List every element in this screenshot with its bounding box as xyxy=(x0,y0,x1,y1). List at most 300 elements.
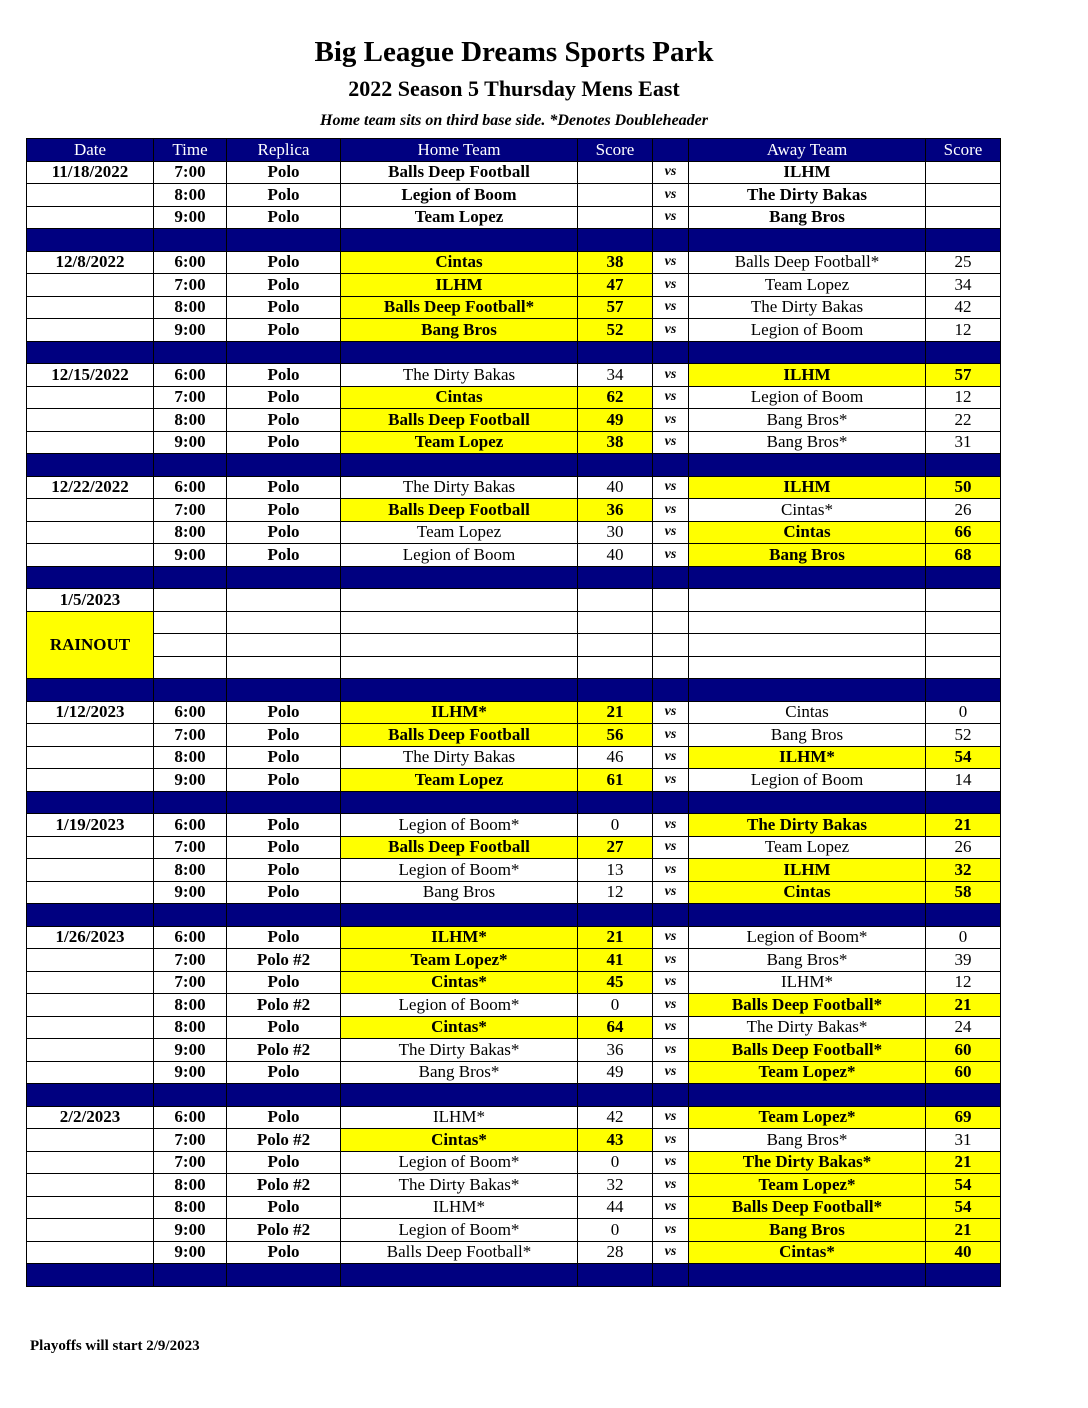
away-team-cell: Balls Deep Football* xyxy=(689,1039,926,1062)
separator-cell xyxy=(926,229,1001,252)
date-cell: 1/5/2023 xyxy=(27,589,154,612)
date-cell xyxy=(27,836,154,859)
home-score-cell: 41 xyxy=(578,949,653,972)
table-row xyxy=(27,1174,1001,1197)
table-row xyxy=(27,971,1001,994)
empty-cell xyxy=(154,589,227,612)
home-team-cell: Team Lopez xyxy=(341,431,578,454)
home-score-cell: 36 xyxy=(578,1039,653,1062)
date-cell xyxy=(27,544,154,567)
time-cell: 7:00 xyxy=(154,161,227,184)
time-cell: 6:00 xyxy=(154,476,227,499)
table-row xyxy=(27,881,1001,904)
separator-cell xyxy=(154,341,227,364)
separator-cell xyxy=(578,904,653,927)
away-score-cell: 12 xyxy=(926,386,1001,409)
empty-cell xyxy=(578,656,653,679)
away-team-cell: Bang Bros xyxy=(689,1219,926,1242)
separator-cell xyxy=(653,1084,689,1107)
home-team-cell: Balls Deep Football xyxy=(341,499,578,522)
away-score-cell: 26 xyxy=(926,836,1001,859)
away-score-cell: 26 xyxy=(926,499,1001,522)
away-team-cell: Team Lopez* xyxy=(689,1061,926,1084)
date-cell: 12/8/2022 xyxy=(27,251,154,274)
away-team-cell: The Dirty Bakas* xyxy=(689,1151,926,1174)
vs-cell: vs xyxy=(653,274,689,297)
time-cell: 9:00 xyxy=(154,1061,227,1084)
separator-cell xyxy=(341,904,578,927)
away-score-cell: 21 xyxy=(926,1151,1001,1174)
date-cell: 1/12/2023 xyxy=(27,701,154,724)
separator-cell xyxy=(227,1264,341,1287)
away-team-cell: Balls Deep Football* xyxy=(689,251,926,274)
separator-cell xyxy=(578,341,653,364)
week-separator-row xyxy=(27,791,1001,814)
date-cell: 11/18/2022 xyxy=(27,161,154,184)
col-header-date: Date xyxy=(27,139,154,162)
vs-cell: vs xyxy=(653,476,689,499)
replica-cell: Polo xyxy=(227,296,341,319)
away-team-cell: Bang Bros xyxy=(689,544,926,567)
home-team-cell: Legion of Boom* xyxy=(341,1151,578,1174)
separator-cell xyxy=(341,1264,578,1287)
away-team-cell: ILHM* xyxy=(689,971,926,994)
rainout-row xyxy=(27,589,1001,612)
replica-cell: Polo xyxy=(227,859,341,882)
table-row xyxy=(27,836,1001,859)
separator-cell xyxy=(926,566,1001,589)
week-separator-row xyxy=(27,1084,1001,1107)
replica-cell: Polo xyxy=(227,431,341,454)
time-cell: 8:00 xyxy=(154,409,227,432)
date-cell xyxy=(27,274,154,297)
separator-cell xyxy=(926,679,1001,702)
replica-cell: Polo xyxy=(227,1016,341,1039)
vs-cell: vs xyxy=(653,1039,689,1062)
table-row xyxy=(27,1061,1001,1084)
home-team-cell: Balls Deep Football xyxy=(341,409,578,432)
empty-cell xyxy=(341,656,578,679)
date-cell xyxy=(27,431,154,454)
date-cell xyxy=(27,746,154,769)
rainout-row xyxy=(27,611,1001,634)
table-row xyxy=(27,319,1001,342)
table-row xyxy=(27,1241,1001,1264)
home-score-cell: 0 xyxy=(578,814,653,837)
home-score-cell: 36 xyxy=(578,499,653,522)
separator-cell xyxy=(689,454,926,477)
home-team-cell: ILHM xyxy=(341,274,578,297)
vs-cell: vs xyxy=(653,746,689,769)
week-separator-row xyxy=(27,904,1001,927)
home-score-cell: 62 xyxy=(578,386,653,409)
separator-cell xyxy=(27,791,154,814)
separator-cell xyxy=(926,904,1001,927)
time-cell: 8:00 xyxy=(154,296,227,319)
replica-cell: Polo xyxy=(227,1061,341,1084)
away-score-cell: 39 xyxy=(926,949,1001,972)
date-cell xyxy=(27,1016,154,1039)
empty-cell xyxy=(154,656,227,679)
away-team-cell: The Dirty Bakas* xyxy=(689,1016,926,1039)
time-cell: 7:00 xyxy=(154,724,227,747)
separator-cell xyxy=(154,1084,227,1107)
home-team-cell: Legion of Boom xyxy=(341,184,578,207)
vs-cell: vs xyxy=(653,701,689,724)
separator-cell xyxy=(154,454,227,477)
home-score-cell: 38 xyxy=(578,251,653,274)
col-header-replica: Replica xyxy=(227,139,341,162)
time-cell: 7:00 xyxy=(154,499,227,522)
date-cell xyxy=(27,994,154,1017)
time-cell: 9:00 xyxy=(154,431,227,454)
table-row xyxy=(27,184,1001,207)
separator-cell xyxy=(926,791,1001,814)
vs-cell: vs xyxy=(653,769,689,792)
date-cell xyxy=(27,949,154,972)
table-row xyxy=(27,926,1001,949)
separator-cell xyxy=(578,454,653,477)
separator-cell xyxy=(27,1084,154,1107)
away-score-cell: 24 xyxy=(926,1016,1001,1039)
col-header-home-score: Score xyxy=(578,139,653,162)
time-cell: 8:00 xyxy=(154,521,227,544)
away-team-cell: ILHM xyxy=(689,476,926,499)
away-score-cell: 25 xyxy=(926,251,1001,274)
empty-cell xyxy=(227,634,341,657)
away-score-cell: 60 xyxy=(926,1061,1001,1084)
date-cell: 1/19/2023 xyxy=(27,814,154,837)
vs-cell: vs xyxy=(653,544,689,567)
home-team-cell: ILHM* xyxy=(341,701,578,724)
date-cell xyxy=(27,971,154,994)
separator-cell xyxy=(27,229,154,252)
empty-cell xyxy=(154,634,227,657)
away-score-cell: 69 xyxy=(926,1106,1001,1129)
time-cell: 9:00 xyxy=(154,544,227,567)
replica-cell: Polo #2 xyxy=(227,949,341,972)
separator-cell xyxy=(926,1264,1001,1287)
separator-cell xyxy=(689,1084,926,1107)
separator-cell xyxy=(926,454,1001,477)
replica-cell: Polo xyxy=(227,364,341,387)
time-cell: 9:00 xyxy=(154,319,227,342)
separator-cell xyxy=(578,1264,653,1287)
time-cell: 9:00 xyxy=(154,1241,227,1264)
table-row xyxy=(27,476,1001,499)
away-score-cell: 14 xyxy=(926,769,1001,792)
away-score-cell: 68 xyxy=(926,544,1001,567)
separator-cell xyxy=(578,566,653,589)
away-score-cell: 60 xyxy=(926,1039,1001,1062)
time-cell: 8:00 xyxy=(154,1174,227,1197)
table-row xyxy=(27,949,1001,972)
vs-cell: vs xyxy=(653,206,689,229)
empty-cell xyxy=(653,656,689,679)
table-row xyxy=(27,746,1001,769)
away-team-cell: Legion of Boom* xyxy=(689,926,926,949)
away-score-cell: 57 xyxy=(926,364,1001,387)
replica-cell: Polo xyxy=(227,769,341,792)
week-separator-row xyxy=(27,341,1001,364)
home-score-cell: 30 xyxy=(578,521,653,544)
rainout-row xyxy=(27,634,1001,657)
home-score-cell: 49 xyxy=(578,1061,653,1084)
replica-cell: Polo xyxy=(227,499,341,522)
home-team-cell: Team Lopez xyxy=(341,521,578,544)
replica-cell: Polo xyxy=(227,386,341,409)
empty-cell xyxy=(227,611,341,634)
home-score-cell: 43 xyxy=(578,1129,653,1152)
away-score-cell: 34 xyxy=(926,274,1001,297)
vs-cell: vs xyxy=(653,1061,689,1084)
date-cell xyxy=(27,881,154,904)
empty-cell xyxy=(926,611,1001,634)
separator-cell xyxy=(653,679,689,702)
table-row xyxy=(27,409,1001,432)
away-team-cell: Legion of Boom xyxy=(689,769,926,792)
home-team-cell: The Dirty Bakas xyxy=(341,364,578,387)
separator-cell xyxy=(689,679,926,702)
table-row xyxy=(27,814,1001,837)
away-team-cell: Bang Bros* xyxy=(689,431,926,454)
table-row xyxy=(27,296,1001,319)
vs-cell: vs xyxy=(653,319,689,342)
home-team-cell: The Dirty Bakas xyxy=(341,476,578,499)
replica-cell: Polo xyxy=(227,476,341,499)
away-score-cell: 12 xyxy=(926,971,1001,994)
away-score-cell xyxy=(926,161,1001,184)
table-row xyxy=(27,364,1001,387)
home-team-cell: Legion of Boom* xyxy=(341,994,578,1017)
time-cell: 8:00 xyxy=(154,1196,227,1219)
week-separator-row xyxy=(27,566,1001,589)
table-row xyxy=(27,1151,1001,1174)
replica-cell: Polo xyxy=(227,1241,341,1264)
away-team-cell: ILHM* xyxy=(689,746,926,769)
home-team-cell: Bang Bros xyxy=(341,881,578,904)
table-row xyxy=(27,206,1001,229)
vs-cell: vs xyxy=(653,724,689,747)
vs-cell: vs xyxy=(653,881,689,904)
separator-cell xyxy=(341,679,578,702)
separator-cell xyxy=(578,791,653,814)
away-score-cell: 54 xyxy=(926,1174,1001,1197)
replica-cell: Polo xyxy=(227,971,341,994)
replica-cell: Polo #2 xyxy=(227,994,341,1017)
date-cell xyxy=(27,319,154,342)
date-cell xyxy=(27,1061,154,1084)
empty-cell xyxy=(578,634,653,657)
replica-cell: Polo xyxy=(227,161,341,184)
vs-cell: vs xyxy=(653,296,689,319)
home-score-cell: 64 xyxy=(578,1016,653,1039)
home-team-cell: Cintas* xyxy=(341,1016,578,1039)
date-cell: 12/22/2022 xyxy=(27,476,154,499)
separator-cell xyxy=(227,904,341,927)
vs-cell: vs xyxy=(653,499,689,522)
replica-cell: Polo #2 xyxy=(227,1129,341,1152)
away-team-cell: Bang Bros* xyxy=(689,949,926,972)
replica-cell: Polo xyxy=(227,274,341,297)
away-score-cell: 21 xyxy=(926,994,1001,1017)
away-team-cell: ILHM xyxy=(689,161,926,184)
replica-cell: Polo xyxy=(227,926,341,949)
separator-cell xyxy=(578,229,653,252)
home-team-cell: The Dirty Bakas xyxy=(341,746,578,769)
vs-cell: vs xyxy=(653,971,689,994)
home-score-cell: 0 xyxy=(578,994,653,1017)
time-cell: 9:00 xyxy=(154,206,227,229)
home-team-cell: Cintas* xyxy=(341,971,578,994)
away-score-cell xyxy=(926,184,1001,207)
table-row xyxy=(27,1039,1001,1062)
replica-cell: Polo xyxy=(227,409,341,432)
home-team-cell: Cintas xyxy=(341,386,578,409)
schedule-note: Home team sits on third base side. *Denotes Doubleheader xyxy=(320,112,708,129)
rainout-row xyxy=(27,656,1001,679)
col-header-time: Time xyxy=(154,139,227,162)
separator-cell xyxy=(689,566,926,589)
replica-cell: Polo xyxy=(227,544,341,567)
time-cell: 9:00 xyxy=(154,1039,227,1062)
time-cell: 9:00 xyxy=(154,769,227,792)
separator-cell xyxy=(653,454,689,477)
table-row xyxy=(27,161,1001,184)
replica-cell: Polo xyxy=(227,206,341,229)
replica-cell: Polo xyxy=(227,1106,341,1129)
separator-cell xyxy=(341,229,578,252)
time-cell: 7:00 xyxy=(154,971,227,994)
replica-cell: Polo #2 xyxy=(227,1219,341,1242)
away-team-cell: Team Lopez xyxy=(689,274,926,297)
time-cell: 6:00 xyxy=(154,926,227,949)
home-team-cell: Balls Deep Football xyxy=(341,724,578,747)
table-row xyxy=(27,431,1001,454)
away-score-cell: 52 xyxy=(926,724,1001,747)
home-team-cell: Balls Deep Football xyxy=(341,836,578,859)
home-team-cell: Legion of Boom xyxy=(341,544,578,567)
home-score-cell xyxy=(578,184,653,207)
home-score-cell: 28 xyxy=(578,1241,653,1264)
col-header-vs xyxy=(653,139,689,162)
away-team-cell: Cintas xyxy=(689,521,926,544)
table-row xyxy=(27,994,1001,1017)
replica-cell: Polo xyxy=(227,746,341,769)
empty-cell xyxy=(653,611,689,634)
separator-cell xyxy=(653,1264,689,1287)
home-score-cell: 52 xyxy=(578,319,653,342)
separator-cell xyxy=(341,454,578,477)
date-cell xyxy=(27,769,154,792)
rainout-label: RAINOUT xyxy=(27,611,154,679)
date-cell xyxy=(27,1151,154,1174)
vs-cell: vs xyxy=(653,184,689,207)
replica-cell: Polo xyxy=(227,836,341,859)
separator-cell xyxy=(653,341,689,364)
time-cell: 7:00 xyxy=(154,1151,227,1174)
separator-cell xyxy=(27,341,154,364)
time-cell: 8:00 xyxy=(154,184,227,207)
separator-cell xyxy=(227,566,341,589)
separator-cell xyxy=(578,679,653,702)
separator-cell xyxy=(689,341,926,364)
empty-cell xyxy=(926,589,1001,612)
time-cell: 6:00 xyxy=(154,814,227,837)
empty-cell xyxy=(341,611,578,634)
time-cell: 7:00 xyxy=(154,949,227,972)
separator-cell xyxy=(154,1264,227,1287)
away-score-cell: 54 xyxy=(926,1196,1001,1219)
home-team-cell: ILHM* xyxy=(341,926,578,949)
time-cell: 6:00 xyxy=(154,701,227,724)
vs-cell: vs xyxy=(653,814,689,837)
separator-cell xyxy=(341,791,578,814)
separator-cell xyxy=(154,791,227,814)
away-team-cell: Bang Bros xyxy=(689,206,926,229)
home-team-cell: Legion of Boom* xyxy=(341,859,578,882)
away-score-cell: 0 xyxy=(926,926,1001,949)
away-score-cell: 21 xyxy=(926,814,1001,837)
separator-cell xyxy=(341,566,578,589)
home-score-cell: 40 xyxy=(578,476,653,499)
home-score-cell: 49 xyxy=(578,409,653,432)
time-cell: 7:00 xyxy=(154,836,227,859)
table-row xyxy=(27,769,1001,792)
empty-cell xyxy=(689,634,926,657)
page-title: Big League Dreams Sports Park xyxy=(314,36,714,68)
vs-cell: vs xyxy=(653,1196,689,1219)
away-team-cell: Cintas xyxy=(689,881,926,904)
separator-cell xyxy=(653,229,689,252)
col-header-away-team: Away Team xyxy=(689,139,926,162)
empty-cell xyxy=(154,611,227,634)
playoffs-note: Playoffs will start 2/9/2023 xyxy=(30,1338,200,1354)
date-cell xyxy=(27,521,154,544)
time-cell: 6:00 xyxy=(154,251,227,274)
vs-cell: vs xyxy=(653,1129,689,1152)
week-separator-row xyxy=(27,1264,1001,1287)
empty-cell xyxy=(926,656,1001,679)
vs-cell: vs xyxy=(653,1016,689,1039)
separator-cell xyxy=(227,1084,341,1107)
time-cell: 7:00 xyxy=(154,1129,227,1152)
separator-cell xyxy=(27,1264,154,1287)
away-score-cell: 12 xyxy=(926,319,1001,342)
away-team-cell: ILHM xyxy=(689,364,926,387)
home-team-cell: Balls Deep Football* xyxy=(341,1241,578,1264)
empty-cell xyxy=(227,589,341,612)
replica-cell: Polo xyxy=(227,701,341,724)
separator-cell xyxy=(154,904,227,927)
vs-cell: vs xyxy=(653,251,689,274)
empty-cell xyxy=(227,656,341,679)
date-cell xyxy=(27,1219,154,1242)
separator-cell xyxy=(689,791,926,814)
home-score-cell: 32 xyxy=(578,1174,653,1197)
home-team-cell: The Dirty Bakas* xyxy=(341,1174,578,1197)
empty-cell xyxy=(653,634,689,657)
away-score-cell: 66 xyxy=(926,521,1001,544)
replica-cell: Polo #2 xyxy=(227,1174,341,1197)
home-score-cell xyxy=(578,206,653,229)
vs-cell: vs xyxy=(653,994,689,1017)
date-cell: 12/15/2022 xyxy=(27,364,154,387)
away-score-cell: 40 xyxy=(926,1241,1001,1264)
table-row xyxy=(27,701,1001,724)
home-score-cell: 38 xyxy=(578,431,653,454)
vs-cell: vs xyxy=(653,364,689,387)
